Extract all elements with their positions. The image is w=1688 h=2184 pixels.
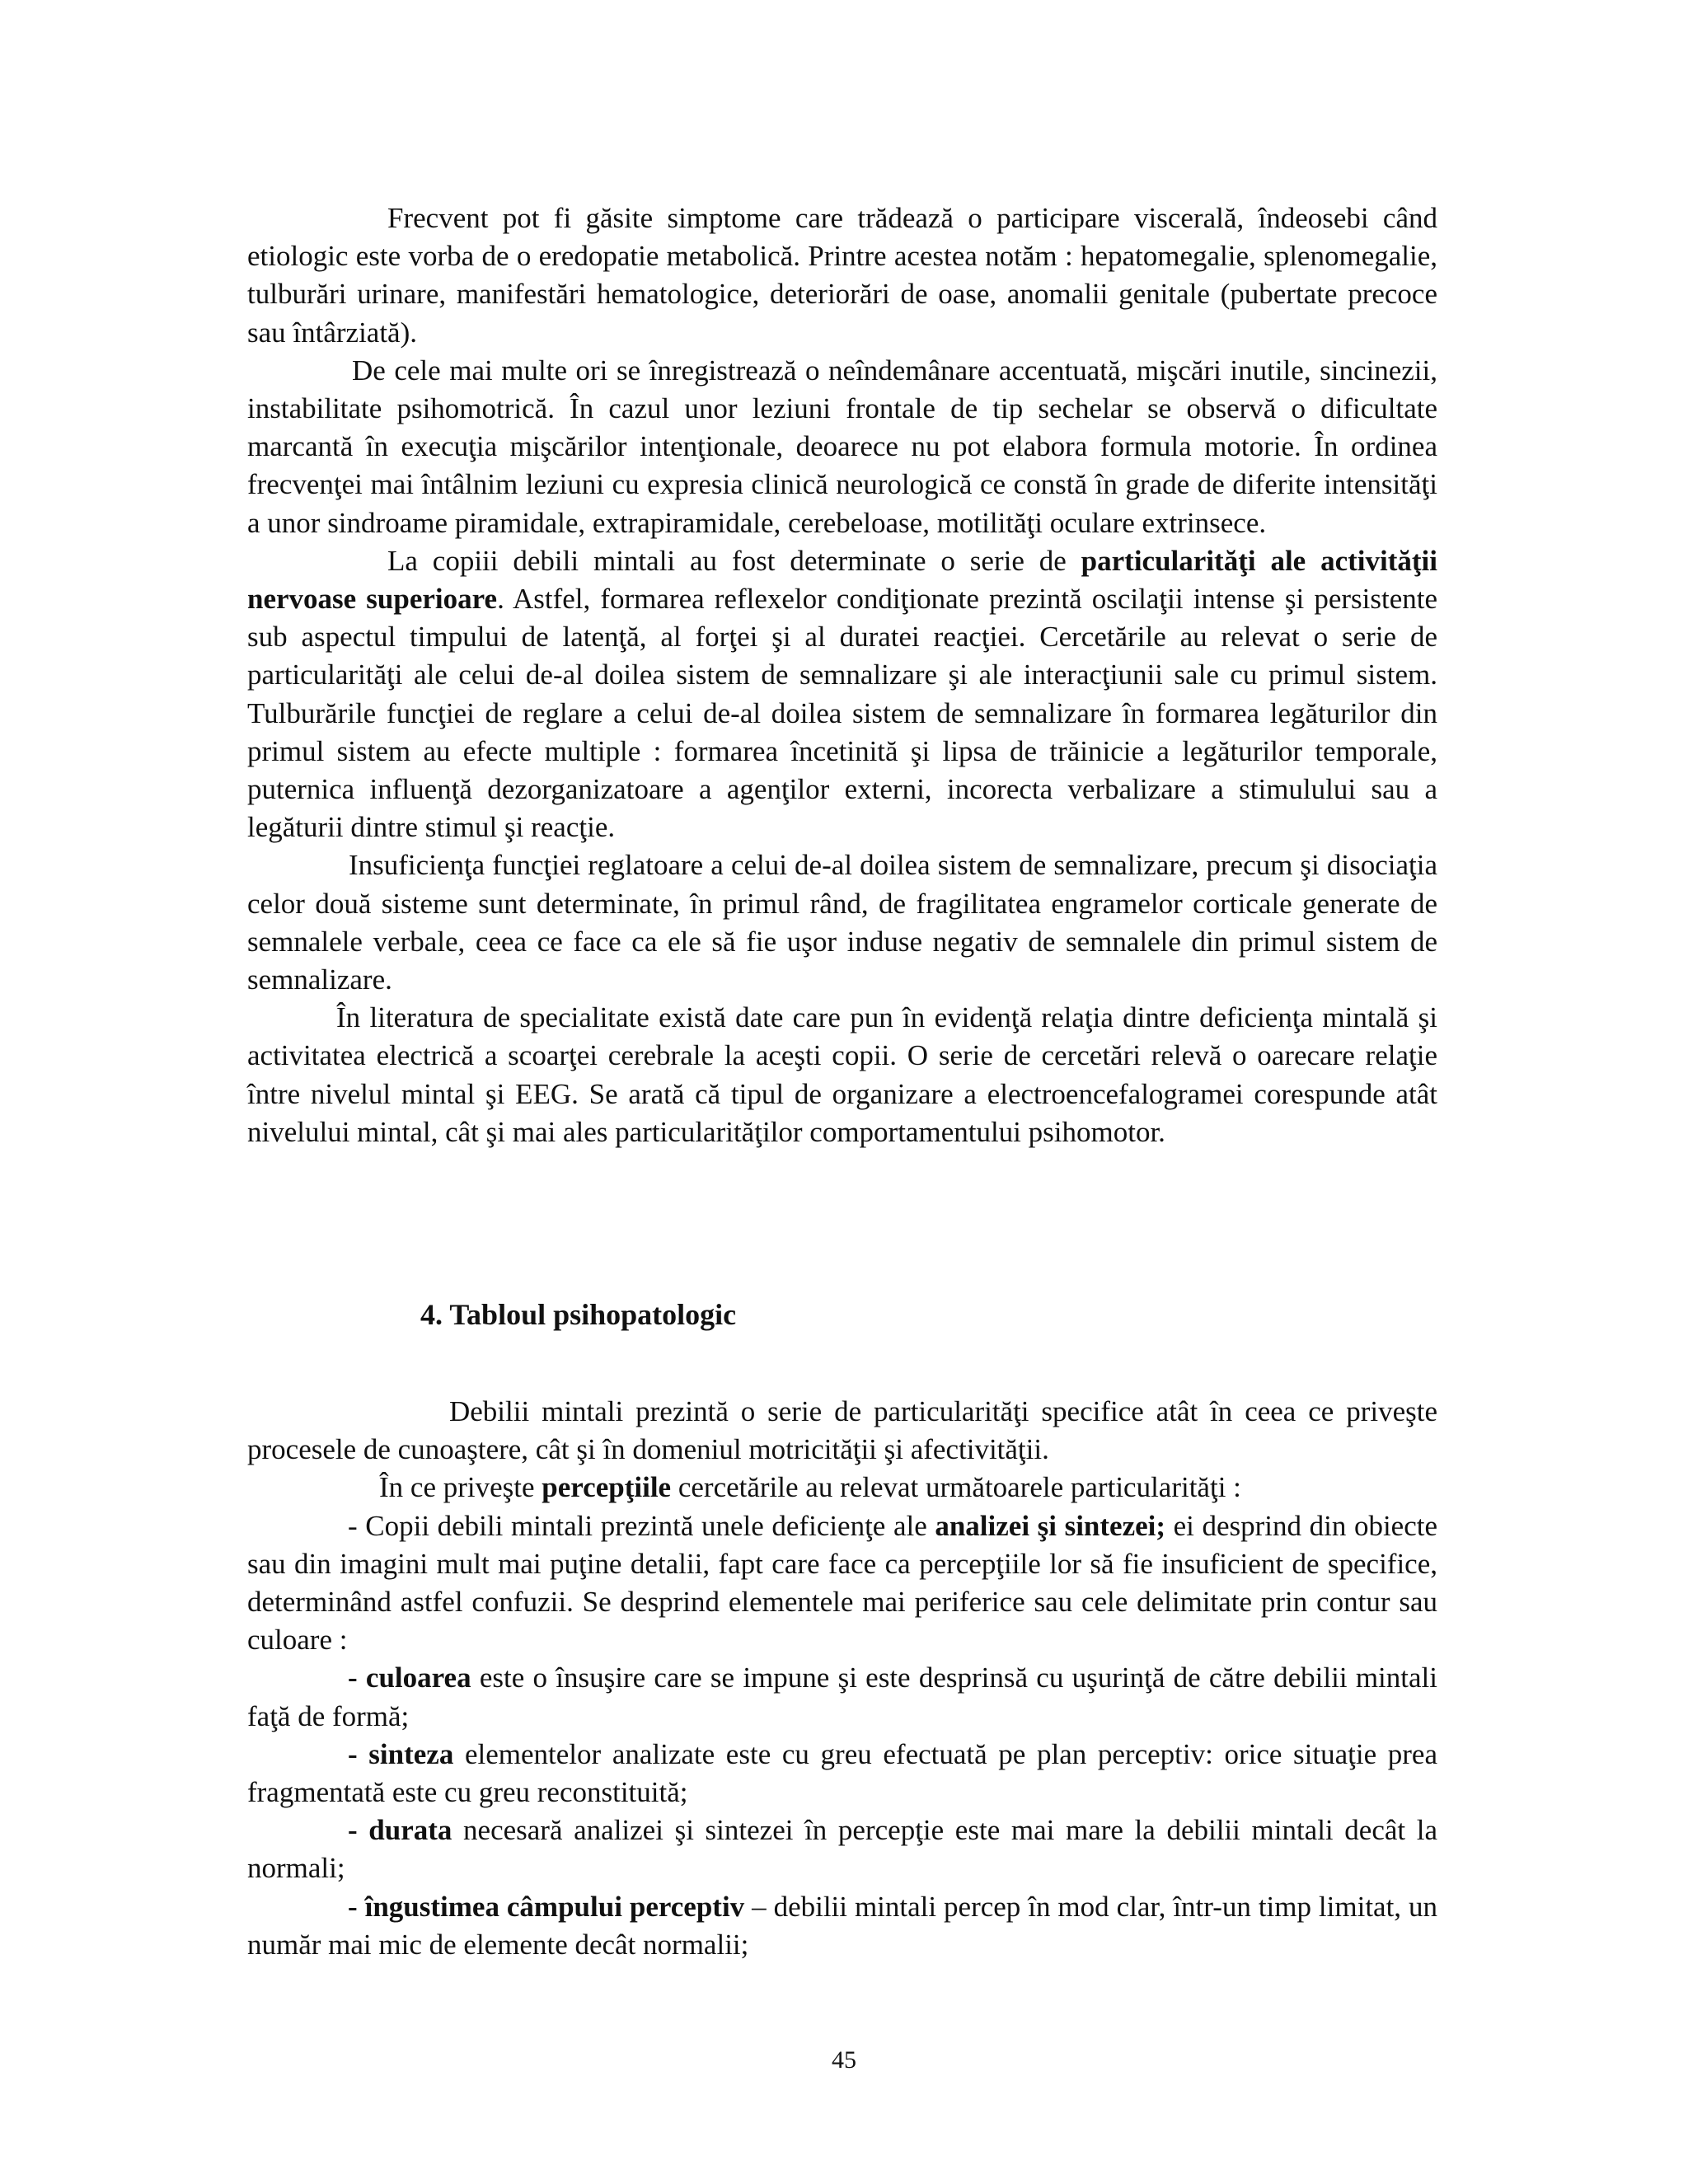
text-run: – debilii mintali percep în mod clar, într-un timp limitat, un număr mai mic de elemente decât normalii; xyxy=(247,1890,1438,1961)
paragraph-eeg-literature xyxy=(247,999,1437,1151)
text-run: În literatura de specialitate există date care pun în evidenţă relaţia dintre deficienţa mintală şi activitatea electrică a scoarţei cerebrale la aceşti copii. O serie de cercetări relevă o oarecare relaţie între nivelul mintal şi EEG. Se arată că tipul de organizare a electroencefalogramei corespunde atât nivelului mintal, cât şi mai ales particularităţilor comportamentului psihomotor. xyxy=(247,1001,1437,1148)
paragraph-higher-nervous-activity xyxy=(247,542,1437,847)
bold-text-run: particularităţi ale activităţii nervoase superioare xyxy=(247,544,1437,616)
paragraph-visceral-symptoms xyxy=(247,199,1437,352)
text-run: este o însuşire care se impune şi este desprinsă cu uşurinţă de către debilii mintali faţă de formă; xyxy=(247,1661,1437,1732)
bold-text-run: - îngustimea câmpului perceptiv xyxy=(348,1890,745,1923)
body-text-top xyxy=(247,199,1437,1151)
text-run: Debilii mintali prezintă o serie de particularităţi specifice atât în ceea ce priveşte procesele de cunoaştere, cât şi în domeniul motricităţii şi afectivităţii. xyxy=(247,1395,1437,1466)
paragraph-debilii-intro xyxy=(247,1393,1437,1469)
text-run: cercetările au relevat următoarele particularităţi : xyxy=(671,1471,1241,1504)
text-run: Insuficienţa funcţiei reglatoare a celui de-al doilea sistem de semnalizare, precum şi disociaţia celor două sisteme sunt determinate, în primul rând, de fragilitatea engramelor corticale generate de semnalele verbale, ceea ce face ca ele să fie uşor induse negativ de semnalele din primul sistem de semnalizare. xyxy=(247,849,1437,996)
bold-text-run: analizei şi sintezei; xyxy=(935,1509,1166,1542)
text-run: - Copii debili mintali prezintă unele deficienţe ale xyxy=(348,1509,935,1542)
text-run: Frecvent pot fi găsite simptome care trădează o participare viscerală, îndeosebi când etiologic este vorba de o eredopatie metabolică. Printre acestea notăm : hepatomegalie, splenomegalie, tulburări urinare, manifestări hematologice, deteriorări de oase, anomalii genitale (pubertate precoce sau întârziată). xyxy=(247,202,1437,349)
text-run: elementelor analizate este cu greu efectuată pe plan perceptiv: orice situaţie prea fragmentată este cu greu reconstituită; xyxy=(247,1737,1437,1809)
text-run: necesară analizei şi sintezei în percepţie este mai mare la debilii mintali decât la normali; xyxy=(247,1814,1438,1885)
bold-text-run: percepţiile xyxy=(542,1471,672,1504)
body-text-bottom xyxy=(247,1393,1437,1964)
text-run: În ce priveşte xyxy=(379,1471,542,1504)
section-heading: 4. Tabloul psihopatologic xyxy=(420,1298,737,1331)
text-run: La copiii debili mintali au fost determinate o serie de xyxy=(387,544,1081,577)
bold-text-run: - durata xyxy=(348,1814,452,1847)
bold-text-run: - sinteza xyxy=(348,1737,454,1770)
paragraph-motor-disorders xyxy=(247,352,1437,542)
bold-text-run: - culoarea xyxy=(348,1661,471,1694)
list-item-duration xyxy=(247,1811,1437,1887)
list-item-analysis-synthesis xyxy=(247,1507,1437,1660)
list-item-synthesis xyxy=(247,1736,1437,1811)
paragraph-perceptions-intro xyxy=(247,1469,1437,1507)
list-item-narrow-field xyxy=(247,1888,1437,1964)
page-number: 45 xyxy=(832,2046,856,2074)
text-run: De cele mai multe ori se înregistrează o neîndemânare accentuată, mişcări inutile, sincinezii, instabilitate psihomotrică. În cazul unor leziuni frontale de tip sechelar se observă o dificultate marcantă în execuţia mişcărilor intenţionale, deoarece nu pot elabora formula motorie. În ordinea frecvenţei mai întâlnim leziuni cu expresia clinică neurologică ce constă în grade de diferite intensităţi a unor sindroame piramidale, extrapiramidale, cerebeloase, motilităţi oculare extrinsece. xyxy=(247,354,1437,539)
text-run: . Astfel, formarea reflexelor condiţionate prezintă oscilaţii intense şi persistente sub aspectul timpului de latenţă, al forţei şi al duratei reacţiei. Cercetările au relevat o serie de particularităţi ale celui de-al doilea sistem de semnalizare şi ale interacţiunii sale cu primul sistem. Tulburările funcţiei de reglare a celui de-al doilea sistem de semnalizare în formarea legăturilor din primul sistem au efecte multiple : formarea încetinită şi lipsa de trăinicie a legăturilor temporale, puternica influenţă dezorganizatoare a agenţilor externi, incorecta verbalizare a stimulului sau a legăturii dintre stimul şi reacţie. xyxy=(247,583,1437,844)
list-item-color xyxy=(247,1659,1437,1735)
text-run: ei desprind din obiecte sau din imagini mult mai puţine detalii, fapt care face ca percepţiile lor să fie insuficient de specifice, determinând astfel confuzii. Se desprind elementele mai periferice sau cele delimitate prin contur sau culoare : xyxy=(247,1509,1437,1657)
paragraph-regulatory-insufficiency xyxy=(247,846,1437,999)
